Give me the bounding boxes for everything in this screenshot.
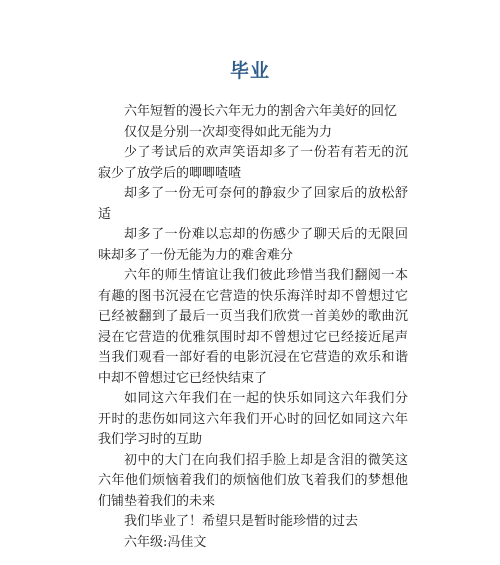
document-title: 毕业: [229, 60, 270, 82]
paragraph-2: 仅仅是分别一次却变得如此无能为力: [124, 124, 333, 140]
paragraph-5: 却多了一份难以忘却的伤感少了聊天后的无限回味却多了一份无能为力的难舍难分: [98, 227, 408, 263]
paragraph-9: 我们毕业了！希望只是暂时能珍惜的过去: [124, 514, 359, 529]
paragraph-4: 却多了一份无可奈何的静寂少了回家后的放松舒适: [98, 186, 408, 222]
paragraph-3: 少了考试后的欢声笑语却多了一份若有若无的沉寂少了放学后的唧唧喳喳: [98, 145, 408, 181]
paragraph-1: 六年短暂的漫长六年无力的割舍六年美好的回忆: [124, 104, 398, 119]
document-body: [98, 102, 408, 553]
paragraph-7: 如同这六年我们在一起的快乐如同这六年我们分开时的悲伤如同这六年我们开心时的回忆如同这六年我们学习时的互助: [98, 391, 408, 447]
paragraph-8: 初中的大门在向我们招手脸上却是含泪的微笑这六年他们烦恼着我们的烦恼他们放飞着我们的梦想他们铺垫着我们的未来: [98, 452, 408, 509]
author-line: 六年级:冯佳文: [124, 534, 207, 550]
paragraph-6: 六年的师生情谊让我们彼此珍惜当我们翻阅一本有趣的图书沉浸在它营造的快乐海洋时却不曾想过它已经被翻到了最后一页当我们欣赏一首美妙的歌曲沉浸在它营造的优雅氛围时却不曾想过它已经接近尾声当我们观看一部好看的电影沉浸在它营造的欢乐和谐中却不曾想过它已经快结束了: [98, 268, 408, 386]
